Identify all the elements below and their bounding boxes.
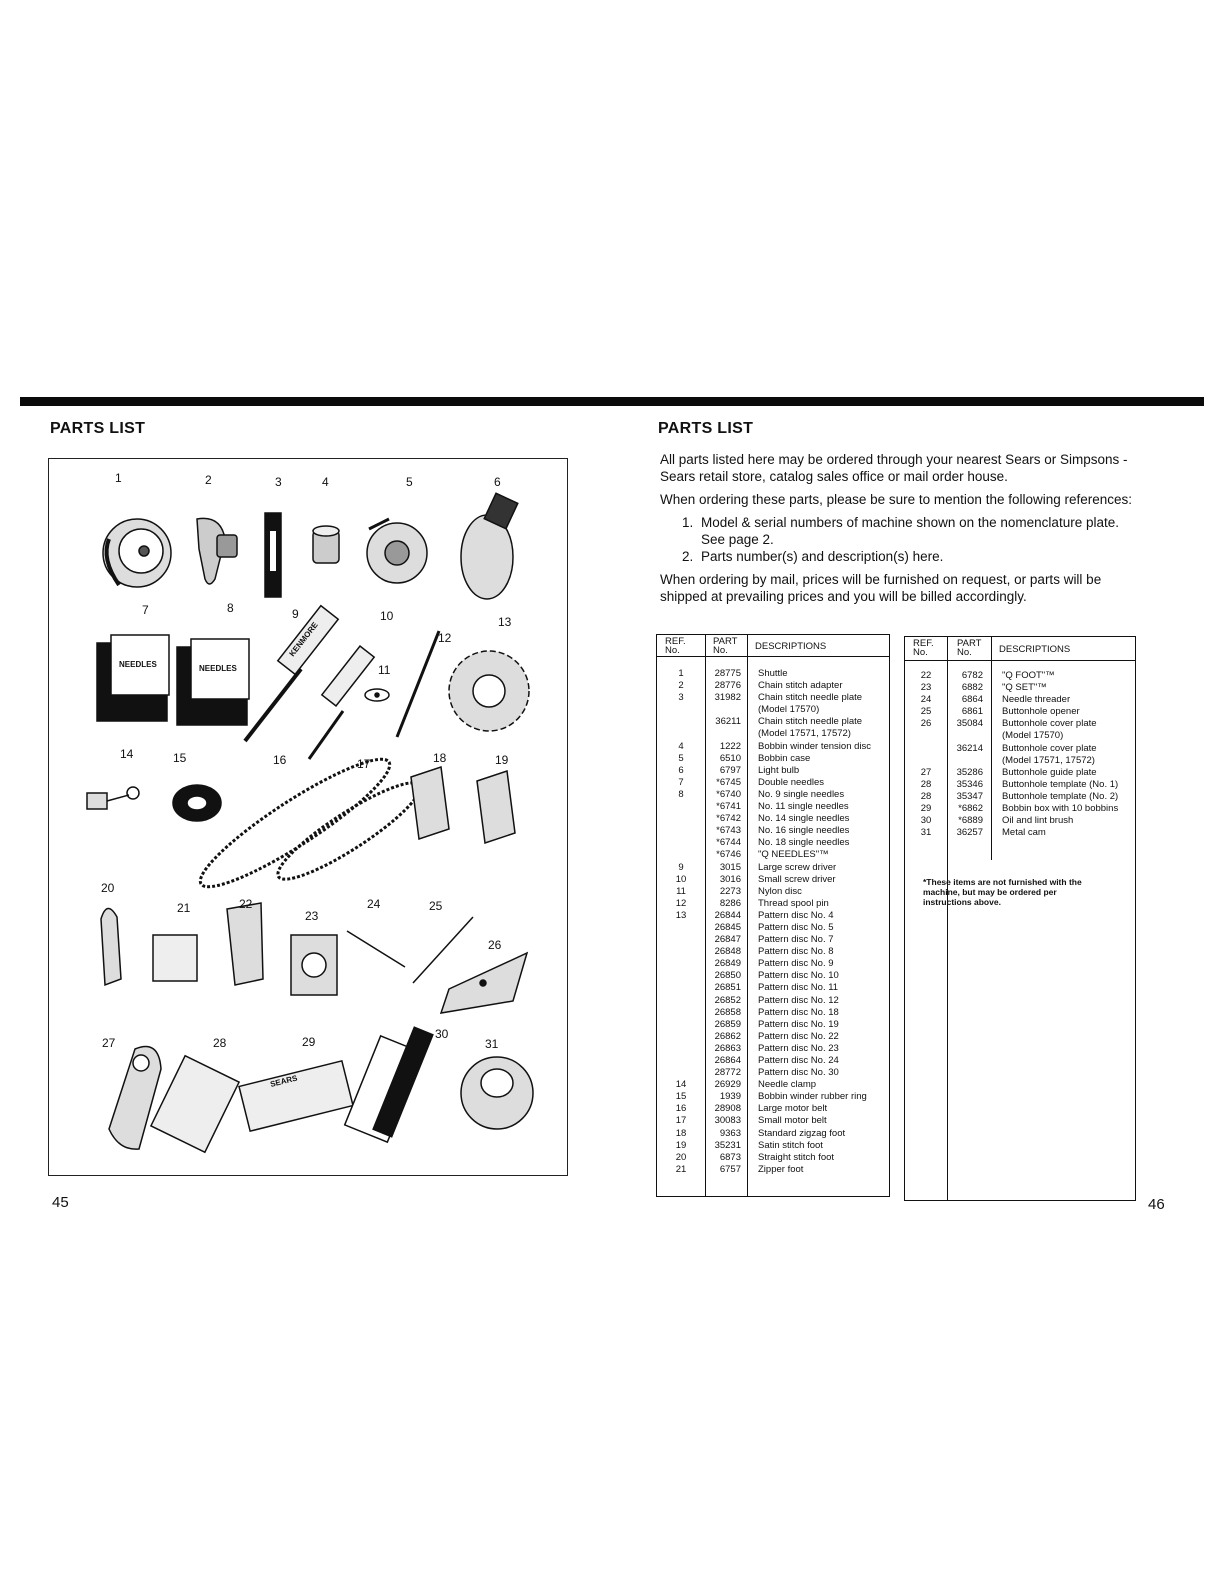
cell-desc: Chain stitch needle plate xyxy=(758,692,863,704)
table-row xyxy=(657,1019,889,1031)
figure-label: 6 xyxy=(494,475,501,489)
table-row xyxy=(657,1164,889,1176)
table-row xyxy=(657,1091,889,1103)
buttonhole-templates-illustration xyxy=(151,1056,239,1152)
cell-ref: 22 xyxy=(920,670,932,681)
cell-desc: Straight stitch foot xyxy=(758,1151,835,1163)
cell-desc: Chain stitch adapter xyxy=(758,680,843,692)
figure-label: 25 xyxy=(429,899,443,913)
cell-part: 26849 xyxy=(714,958,741,970)
header-ref: REF. No. xyxy=(913,638,934,658)
table-row xyxy=(657,728,889,740)
cell-part: *6862 xyxy=(958,803,983,815)
chain-stitch-adapter-illustration xyxy=(197,518,237,584)
cell-part: 6757 xyxy=(719,1163,741,1175)
cell-ref: 21 xyxy=(675,1163,687,1175)
left-page-number: 45 xyxy=(52,1194,69,1211)
figure-label: 30 xyxy=(435,1027,449,1041)
cell-desc: (Model 17570) xyxy=(1002,730,1064,742)
cell-part: 35231 xyxy=(714,1139,741,1151)
cell-desc: Satin stitch foot xyxy=(758,1139,823,1151)
cell-desc: Bobbin winder tension disc xyxy=(758,740,872,752)
cell-ref: 19 xyxy=(675,1139,687,1151)
spool-pin-illustration xyxy=(397,631,439,737)
cell-desc: No. 18 single needles xyxy=(758,837,850,849)
cell-part: 6782 xyxy=(961,670,983,681)
motor-belts-illustration xyxy=(189,744,429,903)
cell-desc: "Q FOOT"™ xyxy=(1002,670,1055,681)
cell-part: 8286 xyxy=(719,897,741,909)
figure-label: 27 xyxy=(102,1036,116,1050)
cell-ref: 17 xyxy=(675,1115,687,1127)
figure-label: 18 xyxy=(433,751,447,765)
table-row xyxy=(657,922,889,934)
table-row xyxy=(657,874,889,886)
cell-desc: No. 9 single needles xyxy=(758,788,845,800)
cell-part: 28772 xyxy=(714,1067,741,1079)
cell-part: 6510 xyxy=(719,752,741,764)
cell-ref: 2 xyxy=(678,680,684,692)
cell-ref: 9 xyxy=(678,861,684,873)
cell-desc: Light bulb xyxy=(758,764,800,776)
table-body xyxy=(657,668,889,1176)
table-row xyxy=(657,668,889,680)
cell-part: 6861 xyxy=(961,706,983,718)
table-row xyxy=(657,910,889,922)
figure-label: 29 xyxy=(302,1035,316,1049)
cell-part: 36211 xyxy=(715,716,741,728)
cell-part: *6746 xyxy=(716,849,741,861)
cell-part: 26850 xyxy=(714,970,741,982)
cell-ref: 6 xyxy=(678,764,684,776)
table-row xyxy=(905,767,1135,779)
parts-table-right xyxy=(904,636,1136,1201)
table-row xyxy=(657,777,889,789)
figure-label: 17 xyxy=(357,757,371,771)
cell-part: 2273 xyxy=(719,885,741,897)
cell-part: 26851 xyxy=(714,982,741,994)
intro-paragraph: When ordering these parts, please be sure to mention the following references: xyxy=(660,492,1133,507)
table-row xyxy=(657,982,889,994)
cell-part: 1939 xyxy=(719,1091,741,1103)
cell-part: 26859 xyxy=(714,1018,741,1030)
guide-plate-illustration xyxy=(109,1047,161,1150)
cell-desc: "Q SET"™ xyxy=(1002,682,1047,694)
figure-label: 23 xyxy=(305,909,319,923)
rubber-ring-illustration xyxy=(173,785,221,821)
cell-ref: 13 xyxy=(675,909,687,921)
figure-label: 5 xyxy=(406,475,413,489)
cell-desc: Buttonhole template (No. 2) xyxy=(1002,790,1119,802)
cell-desc: Buttonhole cover plate xyxy=(1002,742,1097,754)
cell-part: 6864 xyxy=(961,694,983,706)
cell-ref: 1 xyxy=(678,668,684,679)
figure-label: 10 xyxy=(380,609,394,623)
cell-part: 9363 xyxy=(719,1127,741,1139)
table-row xyxy=(657,1043,889,1055)
cell-part: 26845 xyxy=(714,921,741,933)
table-row xyxy=(657,1115,889,1127)
cell-part: 3016 xyxy=(719,873,741,885)
table-row xyxy=(657,680,889,692)
figure-label: 19 xyxy=(495,753,509,767)
cell-ref: 5 xyxy=(678,752,684,764)
cell-desc: No. 14 single needles xyxy=(758,813,850,825)
figure-label: 3 xyxy=(275,475,282,489)
left-page-title: PARTS LIST xyxy=(50,420,146,437)
table-row xyxy=(657,1140,889,1152)
figure-label: 4 xyxy=(322,475,329,489)
metal-cam-illustration xyxy=(461,1057,533,1129)
cell-desc: Large screw driver xyxy=(758,861,837,873)
cell-part: 28908 xyxy=(714,1103,741,1115)
header-desc: DESCRIPTIONS xyxy=(999,644,1071,655)
cell-desc: Small motor belt xyxy=(758,1115,827,1127)
cell-part: 1222 xyxy=(719,740,741,752)
figure-label: 28 xyxy=(213,1036,227,1050)
table-row xyxy=(657,825,889,837)
table-footnote: *These items are not furnished with the machine, but may be ordered per instructions above. xyxy=(923,877,1082,907)
cell-part: 35286 xyxy=(956,766,983,778)
cell-ref: 14 xyxy=(675,1079,687,1091)
cell-desc: (Model 17571, 17572) xyxy=(758,728,851,740)
cell-desc: Pattern disc No. 8 xyxy=(758,946,834,958)
table-row xyxy=(657,995,889,1007)
intro-paragraph: All parts listed here may be ordered through your nearest Sears or Simpsons - Sears retail store, catalog sales office or mail order house. xyxy=(660,452,1128,484)
cell-desc: Zipper foot xyxy=(758,1163,804,1175)
table-row xyxy=(905,827,1135,839)
bobbin-box-illustration xyxy=(239,1061,353,1131)
parts-illustration xyxy=(49,459,567,1175)
table-row xyxy=(657,862,889,874)
cell-ref: 12 xyxy=(675,897,687,909)
table-row xyxy=(657,1007,889,1019)
needles-pack-1-text: NEEDLES xyxy=(119,660,157,669)
cell-ref: 29 xyxy=(920,803,932,815)
header-ref: REF. No. xyxy=(665,636,686,656)
figure-label: 1 xyxy=(115,471,122,485)
figure-label: 15 xyxy=(173,751,187,765)
table-row xyxy=(657,934,889,946)
cell-part: 35347 xyxy=(956,790,983,802)
cell-desc: Pattern disc No. 11 xyxy=(758,982,839,994)
cell-desc: Pattern disc No. 5 xyxy=(758,921,834,933)
cell-part: 35084 xyxy=(956,718,983,730)
table-row xyxy=(905,670,1135,682)
figure-label: 11 xyxy=(378,663,391,677)
cell-ref: 18 xyxy=(675,1127,687,1139)
figure-label: 13 xyxy=(498,615,512,629)
figure-label: 26 xyxy=(488,938,502,952)
table-row xyxy=(657,1103,889,1115)
cell-part: *6743 xyxy=(716,825,741,837)
cell-part: 26864 xyxy=(714,1055,741,1066)
cell-desc: Shuttle xyxy=(758,668,788,679)
nylon-disc-illustration xyxy=(365,689,389,701)
figure-label: 2 xyxy=(205,473,212,487)
cell-part: *6741 xyxy=(716,801,741,813)
cell-desc: Buttonhole cover plate xyxy=(1002,718,1097,730)
needle-packets-illustration xyxy=(97,635,249,725)
cell-desc: Small screw driver xyxy=(758,873,836,885)
table-body xyxy=(905,670,1135,839)
cell-ref: 31 xyxy=(920,827,932,839)
cell-desc: Chain stitch needle plate xyxy=(758,716,863,728)
cell-part: 26852 xyxy=(714,994,741,1006)
cell-ref: 23 xyxy=(920,682,932,694)
ordering-instructions xyxy=(660,451,1140,611)
table-row xyxy=(905,755,1135,767)
cell-part: 6873 xyxy=(719,1151,741,1163)
figure-label: 9 xyxy=(292,607,299,621)
table-row xyxy=(657,692,889,704)
cell-ref: 25 xyxy=(920,706,932,718)
cell-desc: Buttonhole template (No. 1) xyxy=(1002,778,1119,790)
needle-plate-illustration xyxy=(265,513,281,597)
cell-desc: Pattern disc No. 23 xyxy=(758,1042,839,1054)
table-row xyxy=(657,704,889,716)
table-row xyxy=(657,1067,889,1079)
cell-ref: 16 xyxy=(675,1103,687,1115)
cell-ref: 28 xyxy=(920,790,932,802)
table-row xyxy=(905,682,1135,694)
cell-ref: 26 xyxy=(920,718,932,730)
table-row xyxy=(657,1152,889,1164)
cell-desc: Pattern disc No. 24 xyxy=(758,1055,839,1066)
figure-label: 31 xyxy=(485,1037,499,1051)
table-row xyxy=(905,730,1135,742)
cell-part: *6740 xyxy=(716,788,741,800)
cell-desc: Buttonhole opener xyxy=(1002,706,1080,718)
screwdriver-text: KENMORE xyxy=(287,620,320,659)
parts-table-left xyxy=(656,634,890,1197)
table-row xyxy=(657,1031,889,1043)
threader-opener-plate-illustration xyxy=(347,917,527,1013)
cell-ref: 15 xyxy=(675,1091,687,1103)
cell-desc: Standard zigzag foot xyxy=(758,1127,846,1139)
table-row xyxy=(657,801,889,813)
cell-desc: Buttonhole guide plate xyxy=(1002,766,1097,778)
cell-desc: Large motor belt xyxy=(758,1103,828,1115)
cell-part: 26929 xyxy=(714,1079,741,1091)
cell-desc: Pattern disc No. 18 xyxy=(758,1006,839,1018)
cell-part: 30083 xyxy=(714,1115,741,1127)
cell-desc: (Model 17570) xyxy=(758,704,820,716)
table-row xyxy=(905,743,1135,755)
cell-ref: 28 xyxy=(920,778,932,790)
cell-desc: Pattern disc No. 30 xyxy=(758,1067,839,1079)
shuttle-illustration xyxy=(103,519,171,587)
figure-label: 22 xyxy=(239,897,253,911)
cell-desc: Pattern disc No. 22 xyxy=(758,1030,839,1042)
presser-feet-bottom-row-illustration xyxy=(101,903,337,995)
table-row xyxy=(905,706,1135,718)
figure-label: 14 xyxy=(120,747,134,761)
cell-part: 31982 xyxy=(714,692,741,704)
cell-ref: 3 xyxy=(678,692,684,704)
cell-desc: Pattern disc No. 4 xyxy=(758,909,834,921)
table-row xyxy=(657,753,889,765)
cell-part: 26847 xyxy=(714,934,741,946)
cell-desc: Thread spool pin xyxy=(758,897,829,909)
table-row xyxy=(905,718,1135,730)
cell-desc: Metal cam xyxy=(1002,827,1046,839)
right-page-number: 46 xyxy=(1148,1196,1165,1213)
cell-ref: 20 xyxy=(675,1151,687,1163)
cell-part: 6882 xyxy=(961,682,983,694)
cell-ref: 7 xyxy=(678,776,684,788)
cell-part: 35346 xyxy=(956,778,983,790)
cell-desc: Bobbin case xyxy=(758,752,811,764)
reference-list xyxy=(660,514,1140,565)
parts-illustration-panel xyxy=(48,458,568,1176)
cell-desc: No. 16 single needles xyxy=(758,825,850,837)
cell-ref: 11 xyxy=(676,885,686,897)
table-row xyxy=(657,958,889,970)
figure-label: 12 xyxy=(438,631,452,645)
cell-desc: Pattern disc No. 9 xyxy=(758,958,834,970)
table-row xyxy=(657,837,889,849)
cell-ref: 24 xyxy=(920,694,932,706)
cell-part: 36214 xyxy=(956,742,983,754)
cell-part: 6797 xyxy=(719,764,741,776)
table-row xyxy=(905,779,1135,791)
table-row xyxy=(657,813,889,825)
cell-desc: No. 11 single needles xyxy=(758,801,849,813)
cell-part: *6745 xyxy=(716,776,741,788)
cell-ref: 27 xyxy=(920,766,932,778)
cell-ref: 4 xyxy=(678,740,684,752)
table-row xyxy=(657,716,889,728)
pattern-disc-illustration xyxy=(449,651,529,731)
table-row xyxy=(657,1055,889,1067)
cell-desc: "Q NEEDLES"™ xyxy=(758,849,829,861)
cell-part: 26862 xyxy=(714,1030,741,1042)
cell-part: 36257 xyxy=(956,827,983,839)
cell-ref: 10 xyxy=(675,873,687,885)
figure-label: 21 xyxy=(177,901,191,915)
cell-desc: Needle threader xyxy=(1002,694,1071,706)
cell-desc: (Model 17571, 17572) xyxy=(1002,754,1095,766)
table-row xyxy=(657,789,889,801)
cell-desc: Oil and lint brush xyxy=(1002,815,1074,827)
oil-lint-brush-illustration xyxy=(345,1027,433,1142)
cell-part: 26858 xyxy=(714,1006,741,1018)
cell-ref: 30 xyxy=(920,815,932,827)
table-row xyxy=(657,1079,889,1091)
table-row xyxy=(905,694,1135,706)
table-row xyxy=(657,741,889,753)
header-part: PART No. xyxy=(957,638,982,658)
cell-ref: 8 xyxy=(678,788,684,800)
figure-label: 7 xyxy=(142,603,149,617)
cell-part: 26844 xyxy=(714,909,741,921)
table-row xyxy=(657,970,889,982)
light-bulb-illustration xyxy=(461,493,518,599)
cell-part: 28775 xyxy=(714,668,741,679)
header-part: PART No. xyxy=(713,636,738,656)
cell-part: *6742 xyxy=(716,813,741,825)
header-desc: DESCRIPTIONS xyxy=(755,641,827,652)
cell-desc: Needle clamp xyxy=(758,1079,817,1091)
presser-feet-top-row-illustration xyxy=(411,767,515,843)
table-row xyxy=(657,886,889,898)
cell-part: 26863 xyxy=(714,1042,741,1054)
reference-item: 2. Parts number(s) and description(s) here. xyxy=(697,548,1140,565)
bobbin-box-text: SEARS xyxy=(269,1073,299,1089)
table-row xyxy=(657,898,889,910)
figure-label: 24 xyxy=(367,897,381,911)
cell-desc: Pattern disc No. 10 xyxy=(758,970,839,982)
table-row xyxy=(657,946,889,958)
table-row xyxy=(657,1128,889,1140)
cell-desc: Nylon disc xyxy=(758,885,802,897)
table-row xyxy=(905,815,1135,827)
cell-desc: Double needles xyxy=(758,776,825,788)
needles-pack-2-text: NEEDLES xyxy=(199,664,237,673)
table-row xyxy=(905,791,1135,803)
figure-label: 16 xyxy=(273,753,287,767)
tension-disc-illustration xyxy=(313,526,339,563)
cell-desc: Bobbin box with 10 bobbins xyxy=(1002,803,1119,815)
table-row xyxy=(657,849,889,861)
needle-clamp-illustration xyxy=(87,787,139,809)
figure-label: 8 xyxy=(227,601,234,615)
bobbin-case-illustration xyxy=(367,519,427,583)
cell-desc: Pattern disc No. 19 xyxy=(758,1018,839,1030)
table-row xyxy=(657,765,889,777)
cell-part: *6744 xyxy=(716,837,741,849)
cell-desc: Bobbin winder rubber ring xyxy=(758,1091,867,1103)
table-row xyxy=(905,803,1135,815)
cell-part: 28776 xyxy=(714,680,741,692)
right-page-title: PARTS LIST xyxy=(658,420,754,437)
cell-part: *6889 xyxy=(958,815,983,827)
cell-part: 3015 xyxy=(719,861,741,873)
cell-part: 26848 xyxy=(714,946,741,958)
cell-desc: Pattern disc No. 7 xyxy=(758,934,834,946)
cell-desc: Pattern disc No. 12 xyxy=(758,994,839,1006)
figure-label: 20 xyxy=(101,881,115,895)
top-rule xyxy=(20,397,1204,406)
intro-paragraph: When ordering by mail, prices will be furnished on request, or parts will be shipped at prevailing prices and you will be billed accordingly. xyxy=(660,572,1102,604)
reference-item: 1. Model & serial numbers of machine shown on the nomenclature plate. See page 2. xyxy=(697,514,1140,548)
